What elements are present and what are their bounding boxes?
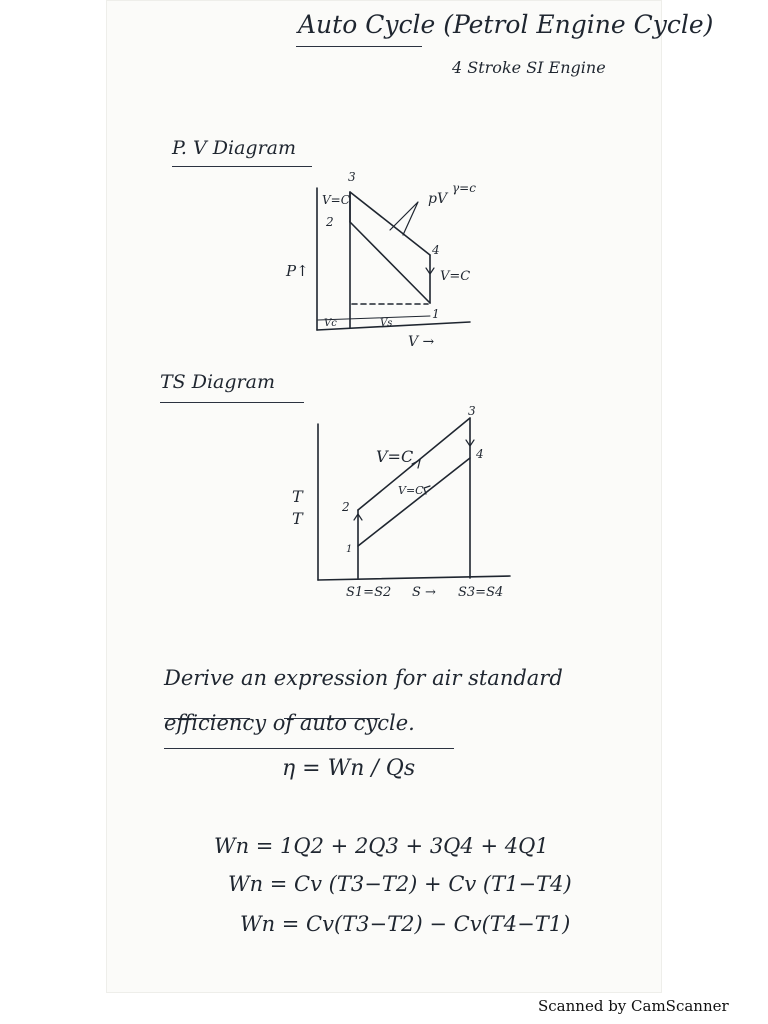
page-subtitle: 4 Stroke SI Engine [452,58,606,77]
pv-diagram-heading: P. V Diagram [172,137,297,159]
scanner-watermark: Scanned by CamScanner [538,997,729,1015]
pv-label-vs: Vs [380,318,393,329]
page-title: Auto Cycle (Petrol Engine Cycle) [298,10,714,39]
pv-label-vc: Vc [324,318,337,329]
derivation-question-line-2: efficiency of auto cycle. [164,711,415,735]
ts-diagram-heading: TS Diagram [160,371,275,393]
pv-point-1: 1 [432,307,440,321]
ts-y-label-bottom: T [292,509,303,528]
ts-heat-rejection-curve [358,458,470,546]
work-net-equation-1: Wn = 1Q2 + 2Q3 + 3Q4 + 4Q1 [214,834,549,858]
derivation-question-line-1: Derive an expression for air standard [164,666,563,690]
underline-efficiency [164,748,454,749]
ts-point-2: 2 [342,500,350,514]
ts-x-label-right: S3=S4 [458,585,504,600]
ts-label-v-const-upper: V=C [376,447,414,466]
pv-point-3: 3 [348,170,356,184]
pv-point-2: 2 [326,215,334,229]
pv-y-label: P↑ [286,262,309,280]
ts-x-axis [318,576,510,580]
pv-label-gamma: γ=c [452,181,476,195]
ts-x-label-mid: S → [412,585,436,600]
ts-point-1: 1 [346,544,353,555]
pv-label-pv: pV [428,191,448,207]
work-net-equation-2: Wn = Cv (T3−T2) + Cv (T1−T4) [228,872,572,896]
pv-x-label: V → [408,334,435,350]
work-net-equation-3: Wn = Cv(T3−T2) − Cv(T4−T1) [240,912,571,936]
ts-point-4: 4 [476,447,484,461]
ts-point-3: 3 [468,404,476,418]
pv-label-v-const-left: V=C [322,193,350,207]
pv-point-4: 4 [432,243,440,257]
pv-label-v-const-right: V=C [440,269,471,284]
ts-x-label-left: S1=S2 [346,585,392,600]
ts-label-v-const-lower: V=C [398,484,424,497]
ts-y-label-top: T [292,487,303,506]
efficiency-formula: η = Wn / Qs [282,756,416,781]
